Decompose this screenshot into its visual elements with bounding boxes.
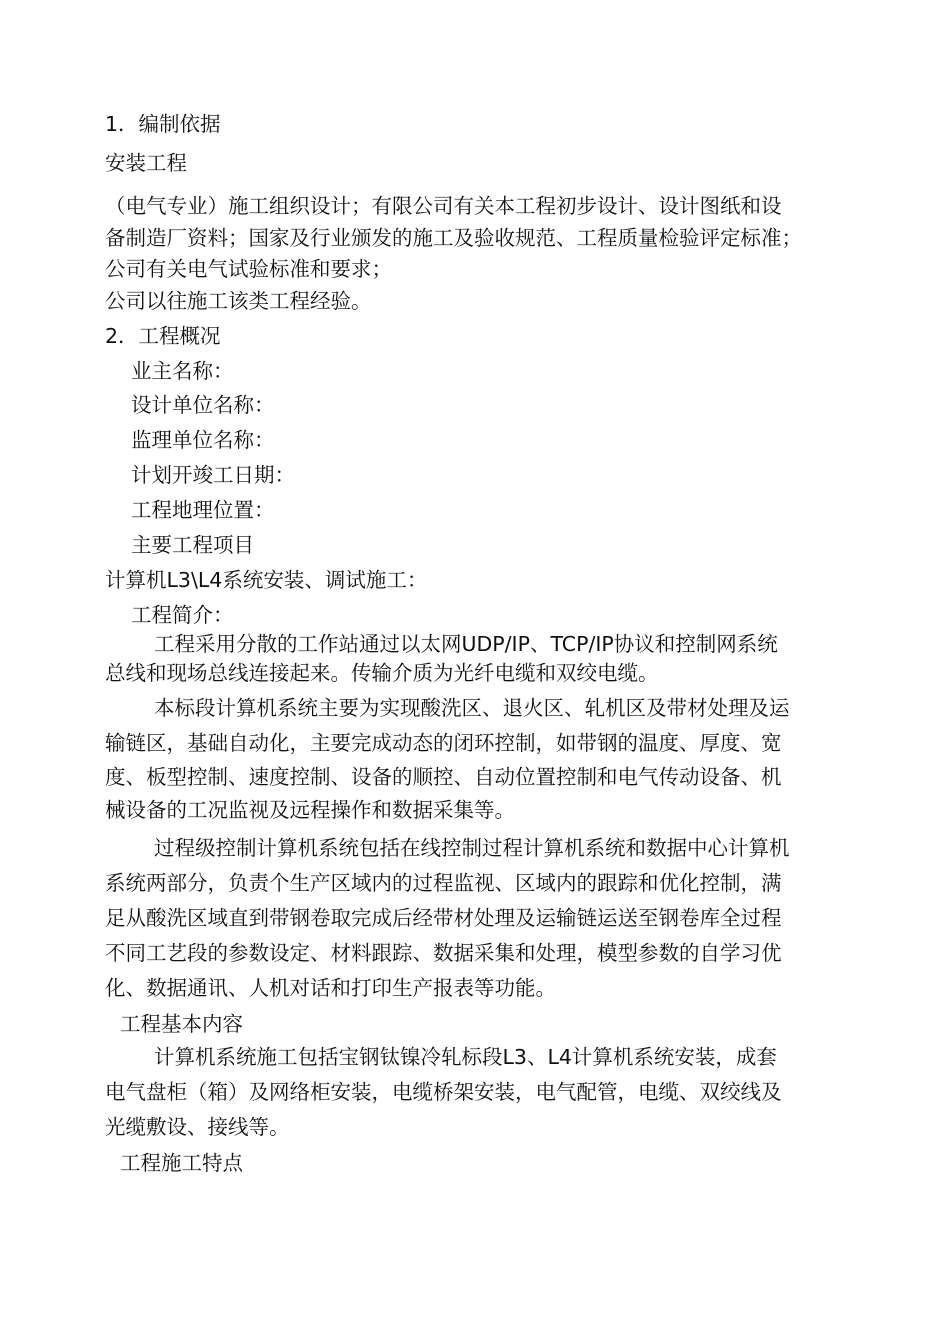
paragraph-line: 足从酸洗区域直到带钢卷取完成后经带材处理及运输链运送至钢卷库全过程 — [105, 906, 782, 930]
paragraph-line: 公司有关电气试验标准和要求； — [105, 257, 392, 281]
paragraph-line: 本标段计算机系统主要为实现酸洗区、退火区、轧机区及带材处理及运 — [154, 696, 790, 720]
section-2-heading: 2．工程概况 — [105, 324, 221, 348]
project-item: 计算机L3\L4系统安装、调试施工： — [105, 568, 428, 592]
paragraph-line: 输链区，基础自动化，主要完成动态的闭环控制，如带钢的温度、厚度、宽 — [105, 731, 782, 755]
section-1-subtitle: 安装工程 — [105, 151, 187, 175]
paragraph-line: 光缆敷设、接线等。 — [105, 1115, 290, 1139]
paragraph-line: 计算机系统施工包括宝钢钛镍冷轧标段L3、L4计算机系统安装，成套 — [154, 1045, 777, 1069]
field-location: 工程地理位置： — [131, 498, 275, 522]
features-heading: 工程施工特点 — [120, 1151, 243, 1175]
field-schedule: 计划开竣工日期： — [131, 463, 295, 487]
paragraph-line: 过程级控制计算机系统包括在线控制过程计算机系统和数据中心计算机 — [154, 836, 790, 860]
field-owner: 业主名称： — [131, 359, 234, 383]
paragraph-line: 公司以往施工该类工程经验。 — [105, 289, 372, 313]
paragraph-line: 备制造厂资料；国家及行业颁发的施工及验收规范、工程质量检验评定标准； — [105, 226, 802, 250]
field-design-unit: 设计单位名称： — [131, 393, 275, 417]
paragraph-line: 化、数据通讯、人机对话和打印生产报表等功能。 — [105, 976, 556, 1000]
field-main-items: 主要工程项目 — [131, 533, 254, 557]
paragraph-line: 电气盘柜（箱）及网络柜安装，电缆桥架安装，电气配管，电缆、双绞线及 — [105, 1080, 782, 1104]
paragraph-line: 总线和现场总线连接起来。传输介质为光纤电缆和双绞电缆。 — [105, 661, 659, 685]
paragraph-line: 度、板型控制、速度控制、设备的顺控、自动位置控制和电气传动设备、机 — [105, 765, 782, 789]
basic-content-heading: 工程基本内容 — [120, 1012, 243, 1036]
paragraph-line: 械设备的工况监视及远程操作和数据采集等。 — [105, 798, 515, 822]
paragraph-line: 不同工艺段的参数设定、材料跟踪、数据采集和处理，模型参数的自学习优 — [105, 941, 782, 965]
paragraph-line: 工程采用分散的工作站通过以太网UDP/IP、TCP/IP协议和控制网系统 — [154, 632, 778, 656]
section-1-heading: 1．编制依据 — [105, 112, 221, 136]
intro-heading: 工程简介： — [131, 603, 234, 627]
field-supervision-unit: 监理单位名称： — [131, 428, 275, 452]
paragraph-line: 系统两部分，负责个生产区域内的过程监视、区域内的跟踪和优化控制，满 — [105, 871, 782, 895]
paragraph-line: （电气专业）施工组织设计；有限公司有关本工程初步设计、设计图纸和设 — [105, 194, 782, 218]
